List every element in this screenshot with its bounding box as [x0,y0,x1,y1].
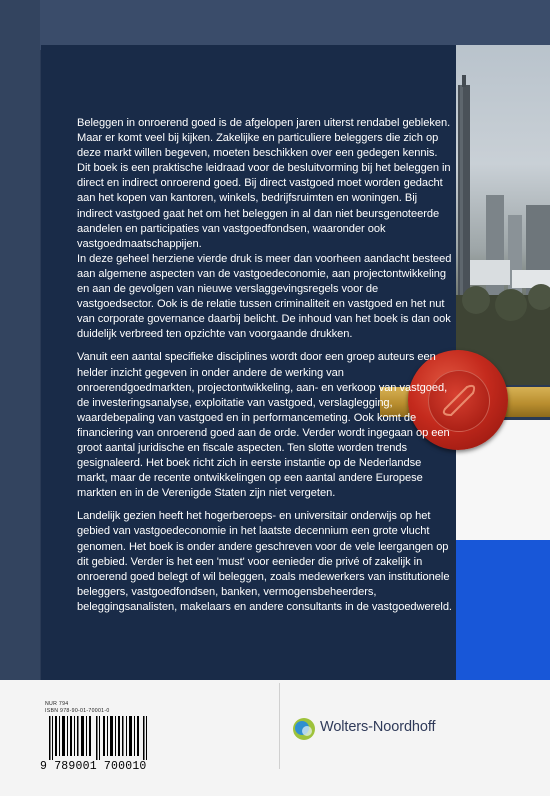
barcode-number: 9 789001 700010 [40,760,147,773]
nur-code: NUR 794 [45,701,69,707]
skyline-graphic [456,45,550,385]
blurb-paragraph-4: Landelijk gezien heeft het hogerberoeps- en universitair onderwijs op het gebied van vastgoedeconomie in het laatste decennium een grote vlucht genomen. Het boek is onder andere geschreven voor de vele leergangen op dit gebied. Verder is het een 'must' voor eenieder die privé of zakelijk in onroerend goed belegt of wil beleggen, zoals medewerkers van institutionele beleggers, vastgoedfondsen, banken, vermogensbeheerders, beleggingsanalisten, makelaars en andere consultants in de vastgoedwereld. [77,510,452,613]
city-skyline-photo [456,45,550,385]
blurb-paragraph-1: Beleggen in onroerend goed is de afgelopen jaren uiterst rendabel gebleken. Maar er komt veel bij kijken. Zakelijke en particuliere beleggers die zich op deze markt willen begeven, moeten beschikken over een gedegen kennis. Dit boek is een praktische leidraad voor de besluitvorming bij het beleggen in direct en indirect onroerend goed. Bij direct vastgoed moet worden gedacht aan het kopen van kantoren, winkels, bedrijfsruimten en woningen. Bij indirect vastgoed gaat het om het beleggen in al dan niet beursgenoteerde aandelen en participaties van vastgoedfondsen, waaronder ook vastgoedmaatschappijen. [77,117,451,250]
blurb-paragraph-3: Vanuit een aantal specifieke disciplines wordt door een groep auteurs een helder inzicht gegeven in onder andere de werking van onroerendgoedmarkten, projectontwikkeling, aan- en verkoop van vastgoed, de investeringsanalyse, exploitatie van vastgoed, verslaglegging, waardebepaling van vastgoed en in performancemeting. Ook komt de financiering van onroerend goed aan de orde. Verder wordt ingegaan op een groot aantal juridische en fiscale aspecten. Ten slotte worden trends gesignaleerd. Het boek richt zich in eerste instantie op de Nederlandse markt, maar de recente ontwikkelingen op een aantal andere Europese markten en in de Verenigde Staten zijn niet vergeten. [77,351,450,500]
blurb-paragraph-2: In deze geheel herziene vierde druk is meer dan voorheen aandacht besteed aan algemene aspecten van de vastgoedeconomie, aan projectontwikkeling en aan de gevolgen van nieuwe verslaggevingsregels voor de vastgoedsector. Ook is de relatie tussen criminaliteit en vastgoed en het nut van corporate governance daarbij belicht. De inhoud van het boek is dan ook duidelijk verbreed ten opzichte van voorgaande drukken. [77,252,452,341]
footer-divider [279,683,280,769]
back-cover-blurb [77,116,452,615]
blue-accent-band [456,540,550,680]
background-top-band [0,0,550,50]
barcode [49,716,149,760]
background-left-band [0,0,40,680]
publisher-logo-icon [292,717,316,741]
isbn-code: ISBN 978-90-01-70001-0 [45,708,110,714]
publisher-name: Wolters-Noordhoff [320,719,436,735]
